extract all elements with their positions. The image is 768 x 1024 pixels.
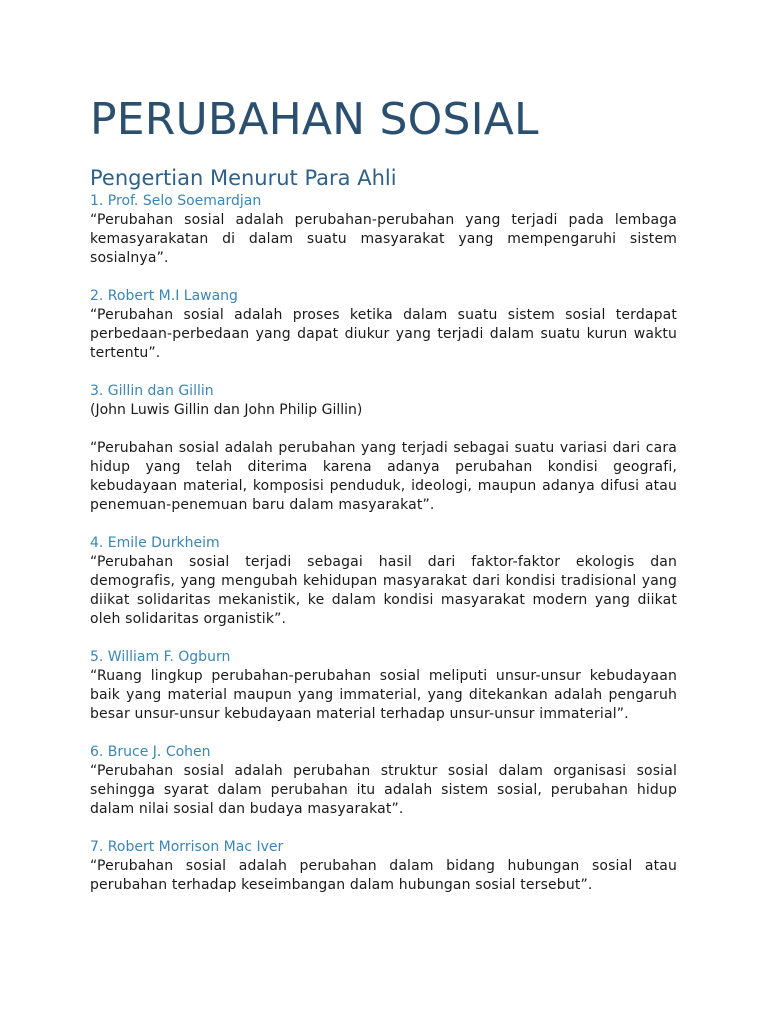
entry-bruce-cohen xyxy=(90,743,677,819)
entry-text: “Perubahan sosial adalah proses ketika dalam suatu sistem sosial terdapat perbedaan-perbedaan yang dapat diukur yang terjadi dalam suatu kurun waktu tertentu”. xyxy=(90,307,677,361)
entry-william-ogburn xyxy=(90,648,677,724)
entry-heading: 1. Prof. Selo Soemardjan xyxy=(90,193,262,209)
entry-text: “Perubahan sosial adalah perubahan struktur sosial dalam organisasi sosial sehingga syarat dalam perubahan itu adalah sistem sosial, perubahan hidup dalam nilai sosial dan budaya masyarakat”. xyxy=(90,763,677,817)
entry-heading: 2. Robert M.I Lawang xyxy=(90,288,238,304)
entry-text: “Perubahan sosial terjadi sebagai hasil dari faktor-faktor ekologis dan demografis, yang mengubah kehidupan masyarakat dari kondisi tradisional yang diikat solidaritas mekanistik, ke dalam kondisi masyarakat modern yang diikat oleh solidaritas organistik”. xyxy=(90,554,677,627)
entry-heading: 4. Emile Durkheim xyxy=(90,535,220,551)
entry-heading: 3. Gillin dan Gillin xyxy=(90,383,214,399)
document-page xyxy=(90,92,677,895)
entry-text: “Ruang lingkup perubahan-perubahan sosial meliputi unsur-unsur kebudayaan baik yang material maupun yang immaterial, yang ditekankan adalah pengaruh besar unsur-unsur kebudayaan material terhadap unsur-unsur immaterial”. xyxy=(90,668,677,722)
entry-gillin-dan-gillin xyxy=(90,382,677,515)
document-title: PERUBAHAN SOSIAL xyxy=(90,94,539,145)
document-subtitle: Pengertian Menurut Para Ahli xyxy=(90,166,397,190)
entry-heading: 7. Robert Morrison Mac Iver xyxy=(90,839,284,855)
entry-robert-mac-iver xyxy=(90,838,677,895)
entry-robert-lawang xyxy=(90,287,677,363)
entry-text: “Perubahan sosial adalah perubahan-perubahan yang terjadi pada lembaga kemasyarakatan di dalam suatu masyarakat yang mempengaruhi sistem sosialnya”. xyxy=(90,212,677,266)
entry-heading: 5. William F. Ogburn xyxy=(90,649,231,665)
entry-text: “Perubahan sosial adalah perubahan yang terjadi sebagai suatu variasi dari cara hidup yang telah diterima karena adanya perubahan kondisi geografi, kebudayaan material, komposisi penduduk, ideologi, maupun adanya difusi atau penemuan-penemuan baru dalam masyarakat”. xyxy=(90,440,677,513)
entry-emile-durkheim xyxy=(90,534,677,629)
entry-note: (John Luwis Gillin dan John Philip Gillin) xyxy=(90,402,363,418)
entry-text: “Perubahan sosial adalah perubahan dalam bidang hubungan sosial atau perubahan terhadap keseimbangan dalam hubungan sosial tersebut”. xyxy=(90,858,677,893)
entry-selo-soemardjan xyxy=(90,192,677,268)
entry-heading: 6. Bruce J. Cohen xyxy=(90,744,211,760)
